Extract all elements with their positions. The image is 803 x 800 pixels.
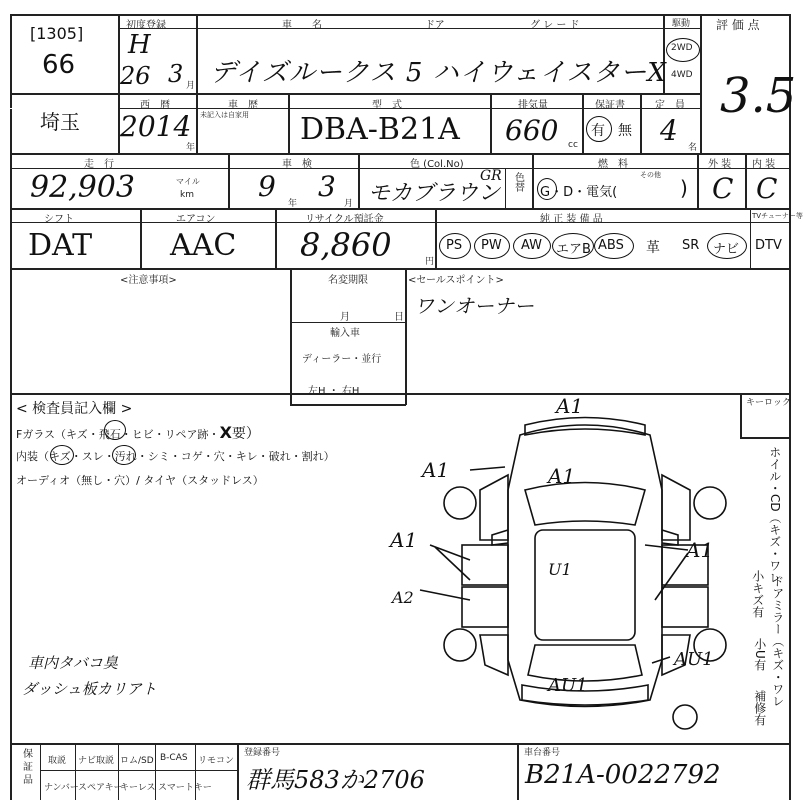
shift: DAT: [28, 228, 93, 263]
mark-right-door: A1: [686, 538, 714, 562]
prefecture: 埼玉: [40, 110, 80, 134]
mirror-right: [662, 530, 678, 545]
color-label: 色 (Col.No): [410, 159, 464, 170]
sales-point-label: <セールスポイント>: [408, 275, 504, 286]
mirror-left: [492, 530, 508, 545]
color-code: GR: [480, 168, 502, 184]
leader-a1-right: [645, 545, 688, 600]
leader-a1-front: [470, 467, 505, 470]
footer-cell-plate: ナンバー: [44, 783, 79, 793]
mileage-label: 走 行: [84, 159, 114, 170]
fglass-req: 要）: [231, 426, 260, 442]
year: 2014: [120, 110, 192, 143]
capacity: 4: [660, 114, 678, 147]
footer-cell-bcas: B-CAS: [160, 753, 188, 763]
name-change-label: 名変期限: [328, 275, 368, 286]
cc-unit: cc: [568, 140, 578, 150]
score-label: 評 価 点: [716, 18, 760, 32]
type-value: DBA-B21A: [300, 112, 460, 147]
import-handle: 左H ・ 右H: [308, 386, 360, 397]
repair-note: 補修有: [752, 690, 767, 726]
small-u-note: 小U有: [752, 638, 767, 671]
equip-abs: ABS: [598, 238, 624, 253]
mileage-unit-mile: マイル: [176, 177, 200, 186]
fuel-options: G・D・電気(: [540, 185, 618, 200]
recycle: 8,860: [300, 226, 392, 264]
equip-ps: PS: [446, 238, 463, 253]
mark-left-rear-door: A2: [392, 588, 414, 607]
score: 3.5: [720, 68, 797, 124]
exterior-label: 外 装: [708, 159, 732, 170]
ac-label: エアコン: [176, 214, 216, 225]
import-dealer: ディーラー・並行: [302, 354, 382, 365]
name-change-day: 日: [394, 312, 404, 323]
sales-point: ワンオーナー: [414, 294, 534, 318]
handwritten-note-2: ダッシュ板カリアト: [22, 680, 157, 698]
reg-month: 3: [168, 60, 184, 88]
interior: C: [756, 172, 778, 205]
mark-hood: A1: [548, 464, 576, 488]
footer-cell-rom-sd: ロム/SD: [120, 756, 154, 766]
reg-year: 26: [120, 62, 151, 90]
fuel-other: その他: [640, 171, 661, 179]
plate: 群馬583か2706: [246, 766, 425, 794]
car-roof: [535, 530, 635, 640]
inspection-month-unit: 月: [344, 199, 354, 209]
shift-label: シフト: [44, 214, 74, 225]
capacity-label: 定 員: [655, 100, 685, 111]
exterior: C: [712, 172, 734, 205]
inspection-month: 3: [318, 170, 336, 203]
caution-label: <注意事項>: [120, 275, 177, 286]
color-change-label: 色替: [512, 172, 524, 192]
drive-label: 駆動: [672, 19, 691, 29]
inspection-year-unit: 年: [288, 199, 298, 209]
equip-sr: SR: [682, 238, 700, 253]
mark-front-fender-left: A1: [422, 458, 450, 482]
warranty-yes: 有: [591, 123, 605, 139]
displacement-label: 排気量: [518, 100, 548, 111]
mileage-unit-km: km: [180, 190, 194, 200]
handwritten-note-1: 車内タバコ臭: [28, 654, 118, 672]
fglass-x: X: [219, 423, 232, 442]
inspector-title: < 検査員記入欄 >: [16, 401, 133, 417]
wheel-front-left: [444, 487, 476, 519]
mark-front: A1: [556, 394, 584, 418]
footer-cell-smart-key: スマートキー: [158, 783, 212, 793]
wheel-front-right: [694, 487, 726, 519]
equip-dtv: DTV: [755, 238, 782, 253]
small-scratch-note: 小キズ有: [750, 570, 765, 618]
tv-tuner-label: TVチューナー等: [752, 212, 803, 220]
key-lock-label: キーロック: [746, 398, 791, 408]
name-change-month: 月: [340, 312, 350, 323]
era: H: [128, 30, 151, 60]
year-unit: 年: [186, 143, 196, 153]
grade-label: グ レ ー ド: [530, 20, 580, 31]
fender-rear-left: [480, 635, 508, 675]
history-note: 未記入は自家用: [200, 111, 249, 119]
car-damage-diagram: [390, 394, 740, 740]
name-label: 車 名: [282, 20, 322, 31]
ac: AAC: [170, 228, 237, 263]
recycle-unit: 円: [425, 257, 435, 267]
footer-cell-navi-manual: ナビ取説: [78, 756, 115, 766]
capacity-unit: 名: [688, 143, 698, 153]
footer-cell-keyless: キーレス: [120, 783, 156, 793]
mirror-side-note: ドアミラー（キズ・ワレ: [770, 575, 785, 707]
equip-leather: 革: [646, 240, 660, 256]
first-reg-label: 初度登録: [126, 20, 166, 31]
fuel-label: 燃 料: [598, 159, 628, 170]
door-label: ドア: [425, 20, 445, 31]
inspection-year: 9: [258, 170, 276, 203]
spare-tire: [673, 705, 697, 729]
equip-airbag: エアB: [556, 242, 591, 257]
mark-rear-bumper: AU1: [548, 675, 588, 696]
plate-label: 登録番号: [244, 748, 281, 758]
displacement: 660: [505, 114, 559, 147]
mark-left-door: A1: [390, 528, 418, 552]
footer-cell-remote: リモコン: [198, 756, 235, 766]
car-windshield: [525, 483, 645, 526]
equip-navi: ナビ: [713, 242, 740, 257]
warranty-label: 保証書: [595, 100, 625, 111]
import-label: 輸入車: [330, 328, 360, 339]
inspector-line2: 内装（キズ・スレ・汚れ・シミ・コゲ・穴・キレ・破れ・割れ）: [16, 450, 335, 463]
fuel-close: ): [680, 176, 688, 200]
chassis: B21A-0022792: [525, 760, 721, 790]
year-label: 西 暦: [140, 100, 170, 111]
wheel-side-note: ホイル・CD（キズ・ワレ: [767, 446, 782, 584]
reg-month-unit: 月: [186, 81, 196, 91]
inspector-line1: [16, 423, 260, 443]
equipment-label: 純 正 装 備 品: [540, 214, 603, 225]
door-rear-left: [462, 587, 508, 627]
footer-cell-manual: 取説: [48, 756, 67, 766]
drive-2wd: 2WD: [671, 43, 693, 53]
mark-rear-quarter: AU1: [674, 649, 714, 670]
fglass-text: Fガラス（キズ・飛石・ヒビ・リペア跡・: [16, 428, 220, 441]
leader-a1-left: [430, 545, 470, 580]
equip-pw: PW: [481, 238, 502, 253]
recycle-label: リサイクル預託金: [305, 214, 384, 225]
fender-front-left: [480, 475, 508, 540]
mileage: 92,903: [30, 170, 135, 205]
mark-roof: U1: [548, 560, 572, 579]
footer-cell-spare-key: スペアキー: [78, 783, 123, 793]
interior-label: 内 装: [752, 159, 776, 170]
model-name: デイズルークス 5 ハイウェイスターX: [210, 58, 667, 88]
type-label: 型 式: [372, 100, 402, 111]
warranty-no: 無: [618, 123, 632, 139]
lot-label: [1305]: [30, 24, 84, 43]
car-front-bumper: [525, 418, 645, 436]
inspector-line3: オーディオ（無し・穴）/ タイヤ（スタッドレス）: [16, 474, 264, 487]
door-rear-right: [662, 587, 708, 627]
inspection-label: 車 検: [282, 159, 312, 170]
fender-front-right: [662, 475, 690, 540]
color-value: モカブラウン: [368, 181, 501, 206]
drive-4wd: 4WD: [671, 70, 693, 80]
warranty-items-label: 保 証 品: [20, 748, 32, 785]
wheel-rear-left: [444, 629, 476, 661]
chassis-label: 車台番号: [524, 748, 561, 758]
lot-number: 66: [42, 50, 76, 80]
history-label: 車 歴: [228, 100, 258, 111]
equip-aw: AW: [521, 238, 543, 253]
